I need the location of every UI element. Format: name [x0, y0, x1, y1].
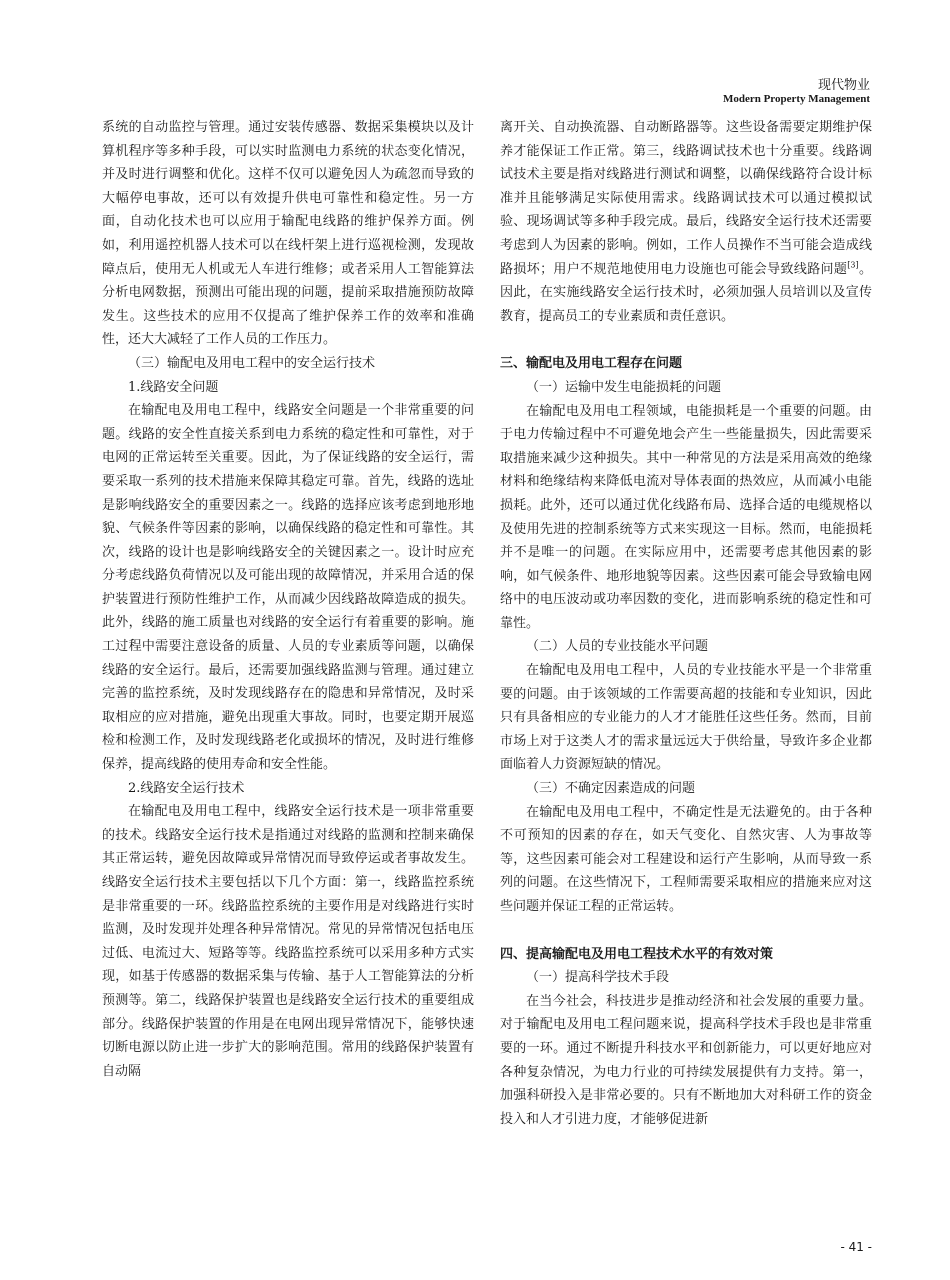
subsection-heading: （一）运输中发生电能损耗的问题	[526, 379, 722, 395]
running-header	[723, 78, 870, 106]
paragraph-text: 离开关、自动换流器、自动断路器等。这些设备需要定期维护保养才能保证工作正常。第三，线路调试技术也十分重要。线路调试技术主要是指对线路进行测试和调整，以确保线路符合设计标准并且能够满足实际使用需求。线路调试技术可以通过模拟试验、现场调试等多种手段完成。最后，线路安全运行技术还需要考虑到人为因素的影响。例如，工作人员操作不当可能会造成线路损坏；用户不规范地使用电力设施也可能会导致线路问题	[500, 120, 872, 277]
paragraph	[500, 116, 872, 328]
left-column	[102, 116, 474, 1083]
paragraph: 在输配电及用电工程中，线路安全问题是一个非常重要的问题。线路的安全性直接关系到电力系统的稳定性和可靠性，对于电网的正常运转至关重要。因此，为了保证线路的安全运行，需要采取一系列的技术措施来保障其稳定可靠。首先，线路的选址是影响线路安全的重要因素之一。线路的选择应该考虑到地形地貌、气候条件等因素的影响，以确保线路的稳定性和可靠性。其次，线路的设计也是影响线路安全的关键因素之一。设计时应充分考虑线路负荷情况以及可能出现的故障情况，并采用合适的保护装置进行预防性维护工作，从而减少因线路故障造成的损失。此外，线路的施工质量也对线路的安全运行有着重要的影响。施工过程中需要注意设备的质量、人员的专业素质等问题，以确保线路的安全运行。最后，还需要加强线路监测与管理。通过建立完善的监控系统，及时发现线路存在的隐患和异常情况，及时采取相应的应对措施，避免出现重大事故。同时，也要定期开展巡检和检测工作，及时发现线路老化或损坏的情况，及时进行维修保养，提高线路的使用寿命和安全性能。	[102, 403, 474, 773]
paragraph: 在输配电及用电工程中，不确定性是无法避免的。由于各种不可预知的因素的存在，如天气变化、自然灾害、人为事故等等，这些因素可能会对工程建设和运行产生影响，从而导致一系列的问题。在这些情况下，工程师需要采取相应的措施来应对这些问题并保证工程的正常运转。	[500, 804, 872, 914]
section-heading: 三、输配电及用电工程存在问题	[500, 356, 683, 372]
journal-title-en: Modern Property Management	[722, 93, 870, 105]
page-number: - 41 -	[840, 1240, 872, 1254]
subsubsection-heading: 1.线路安全问题	[128, 379, 219, 395]
paragraph: 在输配电及用电工程中，人员的专业技能水平是一个非常重要的问题。由于该领域的工作需要高超的技能和专业知识，因此只有具备相应的专业能力的人才才能胜任这些任务。然而，目前市场上对于这类人才的需求量远远大于供给量，导致许多企业都面临着人力资源短缺的情况。	[500, 663, 872, 773]
paragraph: 在输配电及用电工程中，线路安全运行技术是一项非常重要的技术。线路安全运行技术是指通过对线路的监测和控制来确保其正常运转，避免因故障或异常情况而导致停运或者事故发生。线路安全运行技术主要包括以下几个方面：第一，线路监控系统是非常重要的一环。线路监控系统的主要作用是对线路进行实时监测，及时发现并处理各种异常情况。常见的异常情况包括电压过低、电流过大、短路等等。线路监控系统可以采用多种方式实现，如基于传感器的数据采集与传输、基于人工智能算法的分析预测等。第二，线路保护装置也是线路安全运行技术的重要组成部分。线路保护装置的作用是在电网出现异常情况下，能够快速切断电源以防止进一步扩大的影响范围。常用的线路保护装置有自动隔	[102, 804, 474, 1079]
paragraph-text: 。因此，在实施线路安全运行技术时，必须加强人员培训以及宣传教育，提高员工的专业素质和责任意识。	[500, 261, 872, 324]
subsection-heading: （三）不确定因素造成的问题	[526, 781, 696, 797]
paragraph: 在输配电及用电工程领域，电能损耗是一个重要的问题。由于电力传输过程中不可避免地会产生一些能量损失，因此需要采取措施来减少这种损失。其中一种常见的方法是采用高效的绝缘材料和绝缘结构来降低电流对导体表面的热效应，从而减小电能损耗。此外，还可以通过优化线路布局、选择合适的电缆规格以及使用先进的控制系统等方式来实现这一目标。然而，电能损耗并不是唯一的问题。在实际应用中，还需要考虑其他因素的影响，如气候条件、地形地貌等因素。这些因素可能会导致输电网络中的电压波动或功率因数的变化，进而影响系统的稳定性和可靠性。	[500, 403, 872, 631]
section-heading: 四、提高输配电及用电工程技术水平的有效对策	[500, 946, 774, 962]
citation-ref[interactable]: [3]	[847, 260, 859, 270]
subsection-heading: （一）提高科学技术手段	[526, 970, 670, 986]
paragraph: 在当今社会，科技进步是推动经济和社会发展的重要力量。对于输配电及用电工程问题来说，提高科学技术手段也是非常重要的一环。通过不断提升科技水平和创新能力，可以更好地应对各种复杂情况，为电力行业的可持续发展提供有力支持。第一，加强科研投入是非常必要的。只有不断地加大对科研工作的资金投入和人才引进力度，才能够促进新	[500, 993, 872, 1127]
paragraph: 系统的自动监控与管理。通过安装传感器、数据采集模块以及计算机程序等多种手段，可以实时监测电力系统的状态变化情况，并及时进行调整和优化。这样不仅可以避免因人为疏忽而导致的大幅停电事故，还可以有效提升供电可靠性和稳定性。另一方面，自动化技术也可以应用于输配电线路的维护保养方面。例如，利用遥控机器人技术可以在线杆架上进行巡视检测，发现故障点后，使用无人机或无人车进行维修；或者采用人工智能算法分析电网数据，预测出可能出现的问题，提前采取措施预防故障发生。这些技术的应用不仅提高了维护保养工作的效率和准确性，还大大减轻了工作人员的工作压力。	[102, 120, 474, 348]
right-column	[500, 116, 872, 1131]
journal-title-cn: 现代物业	[817, 78, 870, 93]
subsection-heading: （三）输配电及用电工程中的安全运行技术	[128, 355, 376, 371]
subsection-heading: （二）人员的专业技能水平问题	[526, 639, 709, 655]
subsubsection-heading: 2.线路安全运行技术	[128, 780, 245, 796]
